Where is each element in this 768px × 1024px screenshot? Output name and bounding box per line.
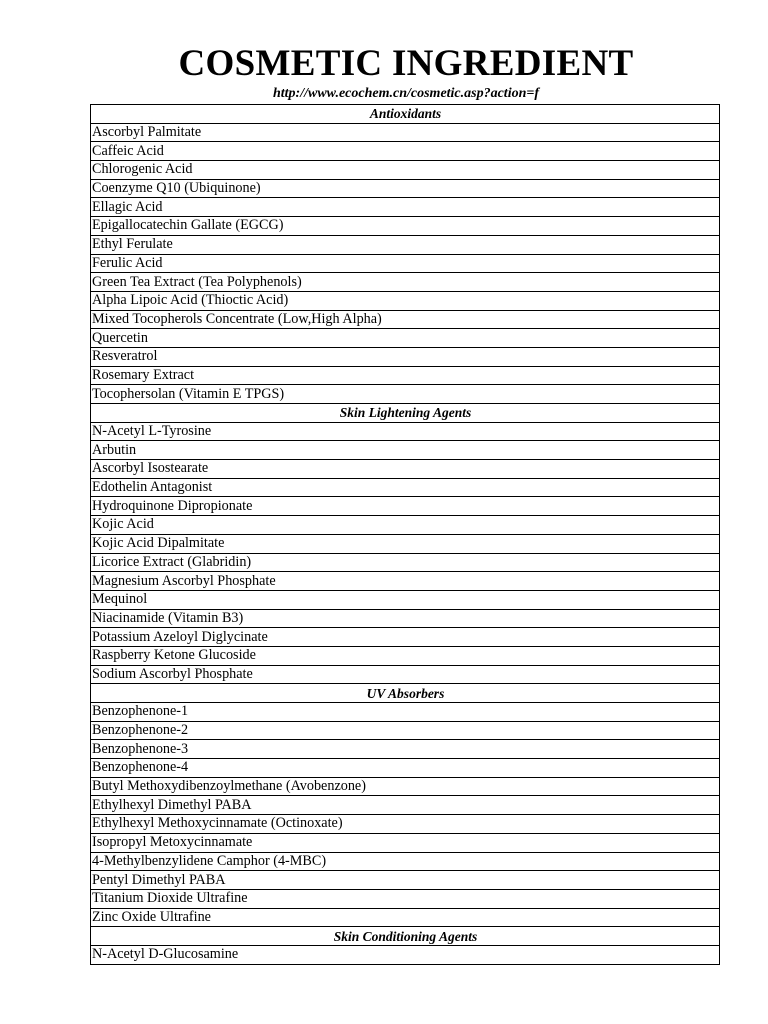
ingredient-name: Zinc Oxide Ultrafine — [91, 908, 720, 927]
ingredient-name: Isopropyl Metoxycinnamate — [91, 833, 720, 852]
table-row — [91, 310, 720, 329]
table-row — [91, 142, 720, 161]
ingredient-name: Benzophenone-3 — [91, 740, 720, 759]
table-row — [91, 889, 720, 908]
table-row — [91, 534, 720, 553]
section-header: UV Absorbers — [91, 684, 720, 703]
ingredient-name: Sodium Ascorbyl Phosphate — [91, 665, 720, 684]
section-header-row — [91, 404, 720, 423]
table-row — [91, 572, 720, 591]
ingredient-name: Edothelin Antagonist — [91, 478, 720, 497]
ingredient-name: Potassium Azeloyl Diglycinate — [91, 628, 720, 647]
source-url: http://www.ecochem.cn/cosmetic.asp?action=f — [272, 86, 540, 101]
section-header-row — [91, 684, 720, 703]
table-row — [91, 665, 720, 684]
ingredient-name: Licorice Extract (Glabridin) — [91, 553, 720, 572]
ingredient-table-body — [91, 105, 720, 965]
ingredient-name: Hydroquinone Dipropionate — [91, 497, 720, 516]
table-row — [91, 198, 720, 217]
table-row — [91, 553, 720, 572]
ingredient-table — [90, 104, 720, 965]
ingredient-name: Caffeic Acid — [91, 142, 720, 161]
ingredient-name: Rosemary Extract — [91, 366, 720, 385]
section-header: Antioxidants — [91, 105, 720, 124]
ingredient-name: Coenzyme Q10 (Ubiquinone) — [91, 179, 720, 198]
ingredient-name: Benzophenone-2 — [91, 721, 720, 740]
ingredient-name: N-Acetyl D-Glucosamine — [91, 945, 720, 964]
table-row — [91, 460, 720, 479]
ingredient-name: Ferulic Acid — [91, 254, 720, 273]
table-row — [91, 796, 720, 815]
table-row — [91, 347, 720, 366]
ingredient-name: Quercetin — [91, 329, 720, 348]
table-row — [91, 161, 720, 180]
table-row — [91, 815, 720, 834]
table-row — [91, 646, 720, 665]
ingredient-name: Ellagic Acid — [91, 198, 720, 217]
section-header: Skin Conditioning Agents — [91, 927, 720, 946]
ingredient-name: 4-Methylbenzylidene Camphor (4-MBC) — [91, 852, 720, 871]
table-row — [91, 871, 720, 890]
ingredient-name: Resveratrol — [91, 347, 720, 366]
table-row — [91, 852, 720, 871]
table-row — [91, 777, 720, 796]
ingredient-name: Alpha Lipoic Acid (Thioctic Acid) — [91, 291, 720, 310]
table-row — [91, 945, 720, 964]
table-row — [91, 179, 720, 198]
ingredient-name: Mequinol — [91, 590, 720, 609]
ingredient-name: Kojic Acid Dipalmitate — [91, 534, 720, 553]
ingredient-name: Ethylhexyl Methoxycinnamate (Octinoxate) — [91, 815, 720, 834]
table-row — [91, 441, 720, 460]
table-row — [91, 254, 720, 273]
table-row — [91, 833, 720, 852]
table-row — [91, 217, 720, 236]
ingredient-name: Ethyl Ferulate — [91, 235, 720, 254]
ingredient-name: Titanium Dioxide Ultrafine — [91, 889, 720, 908]
table-row — [91, 628, 720, 647]
ingredient-name: Ethylhexyl Dimethyl PABA — [91, 796, 720, 815]
section-header-row — [91, 927, 720, 946]
ingredient-name: Green Tea Extract (Tea Polyphenols) — [91, 273, 720, 292]
table-row — [91, 422, 720, 441]
table-row — [91, 497, 720, 516]
document-title: COSMETIC INGREDIENT — [178, 43, 634, 84]
ingredient-name: Epigallocatechin Gallate (EGCG) — [91, 217, 720, 236]
table-row — [91, 703, 720, 722]
table-row — [91, 590, 720, 609]
section-header-row — [91, 105, 720, 124]
table-row — [91, 609, 720, 628]
ingredient-name: Benzophenone-4 — [91, 759, 720, 778]
table-row — [91, 740, 720, 759]
ingredient-name: Arbutin — [91, 441, 720, 460]
ingredient-name: Ascorbyl Isostearate — [91, 460, 720, 479]
ingredient-name: N-Acetyl L-Tyrosine — [91, 422, 720, 441]
ingredient-name: Magnesium Ascorbyl Phosphate — [91, 572, 720, 591]
table-row — [91, 235, 720, 254]
ingredient-name: Pentyl Dimethyl PABA — [91, 871, 720, 890]
ingredient-name: Benzophenone-1 — [91, 703, 720, 722]
table-row — [91, 123, 720, 142]
ingredient-name: Kojic Acid — [91, 516, 720, 535]
table-row — [91, 759, 720, 778]
ingredient-name: Chlorogenic Acid — [91, 161, 720, 180]
ingredient-name: Ascorbyl Palmitate — [91, 123, 720, 142]
table-row — [91, 329, 720, 348]
section-header: Skin Lightening Agents — [91, 404, 720, 423]
table-row — [91, 366, 720, 385]
table-row — [91, 516, 720, 535]
table-row — [91, 478, 720, 497]
table-row — [91, 273, 720, 292]
ingredient-name: Raspberry Ketone Glucoside — [91, 646, 720, 665]
table-row — [91, 291, 720, 310]
table-row — [91, 908, 720, 927]
ingredient-name: Tocophersolan (Vitamin E TPGS) — [91, 385, 720, 404]
ingredient-name: Mixed Tocopherols Concentrate (Low,High Alpha) — [91, 310, 720, 329]
table-row — [91, 721, 720, 740]
table-row — [91, 385, 720, 404]
ingredient-name: Niacinamide (Vitamin B3) — [91, 609, 720, 628]
ingredient-name: Butyl Methoxydibenzoylmethane (Avobenzone) — [91, 777, 720, 796]
